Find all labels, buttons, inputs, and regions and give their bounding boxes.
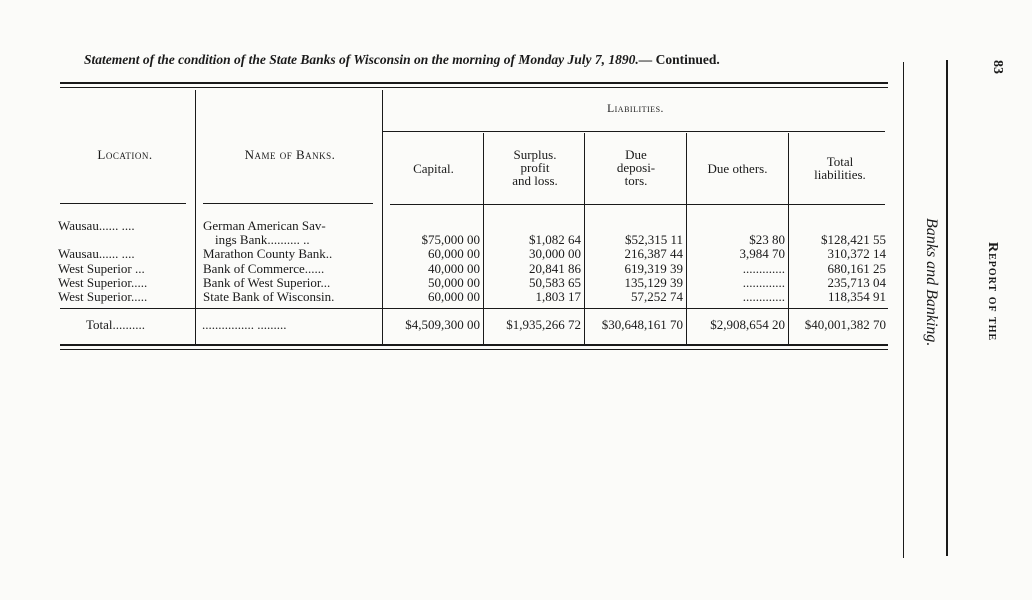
cell-capital: 40,000 00	[428, 261, 480, 276]
cell-due-depositors: 619,319 39	[624, 261, 683, 276]
running-head-title: Banks and Banking.	[923, 218, 940, 347]
cell-surplus: $1,082 64	[529, 232, 581, 247]
margin-rule	[946, 60, 948, 556]
cell-name: State Bank of Wisconsin.	[203, 289, 335, 304]
cell-due-depositors: 57,252 74	[631, 289, 683, 304]
running-head-report: Report of the	[985, 242, 1000, 342]
cell-due-others: .............	[742, 261, 785, 276]
cell-surplus: 20,841 86	[529, 261, 581, 276]
total-due-depositors: $30,648,161 70	[601, 317, 683, 332]
cell-total: 680,161 25	[827, 261, 886, 276]
bottom-rule-thick	[60, 344, 888, 346]
cell-due-depositors: 216,387 44	[624, 246, 683, 261]
total-capital: $4,509,300 00	[405, 317, 480, 332]
header-rule	[203, 203, 373, 204]
cell-due-depositors: 135,129 39	[624, 275, 683, 290]
cell-due-others: .............	[742, 275, 785, 290]
cell-total: 118,354 91	[827, 289, 886, 304]
title-text: Statement of the condition of the State Banks of Wisconsin on the morning of Monday July 7, 1890.—	[84, 52, 653, 67]
total-due-others: $2,908,654 20	[710, 317, 785, 332]
cell-capital: 60,000 00	[428, 289, 480, 304]
liabilities-rule	[383, 131, 885, 132]
header-capital: Capital.	[413, 161, 454, 176]
header-due-depositors: Due deposi- tors.	[616, 147, 656, 188]
cell-due-depositors: $52,315 11	[624, 232, 683, 247]
col-divider	[788, 133, 789, 345]
cell-location: Wausau...... ....	[58, 246, 135, 261]
cell-total: $128,421 55	[821, 232, 886, 247]
cell-due-others: $23 80	[749, 232, 785, 247]
cell-capital: 60,000 00	[428, 246, 480, 261]
top-rule-thin	[60, 87, 888, 88]
col-divider	[483, 133, 484, 345]
cell-location: West Superior.....	[58, 275, 148, 290]
cell-name: Bank of Commerce......	[203, 261, 325, 276]
page-number: 83	[990, 60, 1005, 74]
total-surplus: $1,935,266 72	[506, 317, 581, 332]
total-name-dots: ................ .........	[202, 317, 287, 332]
top-rule-thick	[60, 82, 888, 84]
page-title	[84, 52, 894, 68]
cell-location: West Superior ...	[58, 261, 145, 276]
header-liabilities: Liabilities.	[607, 103, 664, 115]
cell-due-others: 3,984 70	[739, 246, 785, 261]
cell-location: West Superior.....	[58, 289, 148, 304]
total-rule	[60, 308, 888, 309]
col-divider	[195, 90, 196, 345]
header-surplus: Surplus. profit and loss.	[512, 147, 558, 188]
header-rule	[60, 203, 186, 204]
cell-due-others: .............	[742, 289, 785, 304]
header-location: Location.	[97, 147, 153, 162]
margin-rule	[903, 62, 904, 558]
header-rule	[390, 204, 885, 205]
cell-surplus: 50,583 65	[529, 275, 581, 290]
cell-location: Wausau...... ....	[58, 218, 135, 233]
header-name-of-banks: Name of Banks.	[244, 147, 336, 162]
cell-capital: 50,000 00	[428, 275, 480, 290]
bottom-rule-thin	[60, 349, 888, 350]
cell-name: ings Bank.......... ..	[215, 232, 310, 247]
cell-capital: $75,000 00	[421, 232, 480, 247]
cell-total: 310,372 14	[827, 246, 886, 261]
cell-total: 235,713 04	[827, 275, 886, 290]
col-divider	[382, 90, 383, 345]
header-total-liabilities: Total liabilities.	[814, 154, 866, 182]
cell-surplus: 30,000 00	[529, 246, 581, 261]
cell-name: Marathon County Bank..	[203, 246, 333, 261]
cell-surplus: 1,803 17	[535, 289, 581, 304]
cell-name: Bank of West Superior...	[203, 275, 331, 290]
col-divider	[584, 133, 585, 345]
header-due-others: Due others.	[707, 161, 768, 176]
title-continued: Continued.	[655, 52, 720, 67]
cell-name: German American Sav-	[203, 218, 326, 233]
total-label: Total..........	[86, 317, 146, 332]
total-total: $40,001,382 70	[804, 317, 886, 332]
